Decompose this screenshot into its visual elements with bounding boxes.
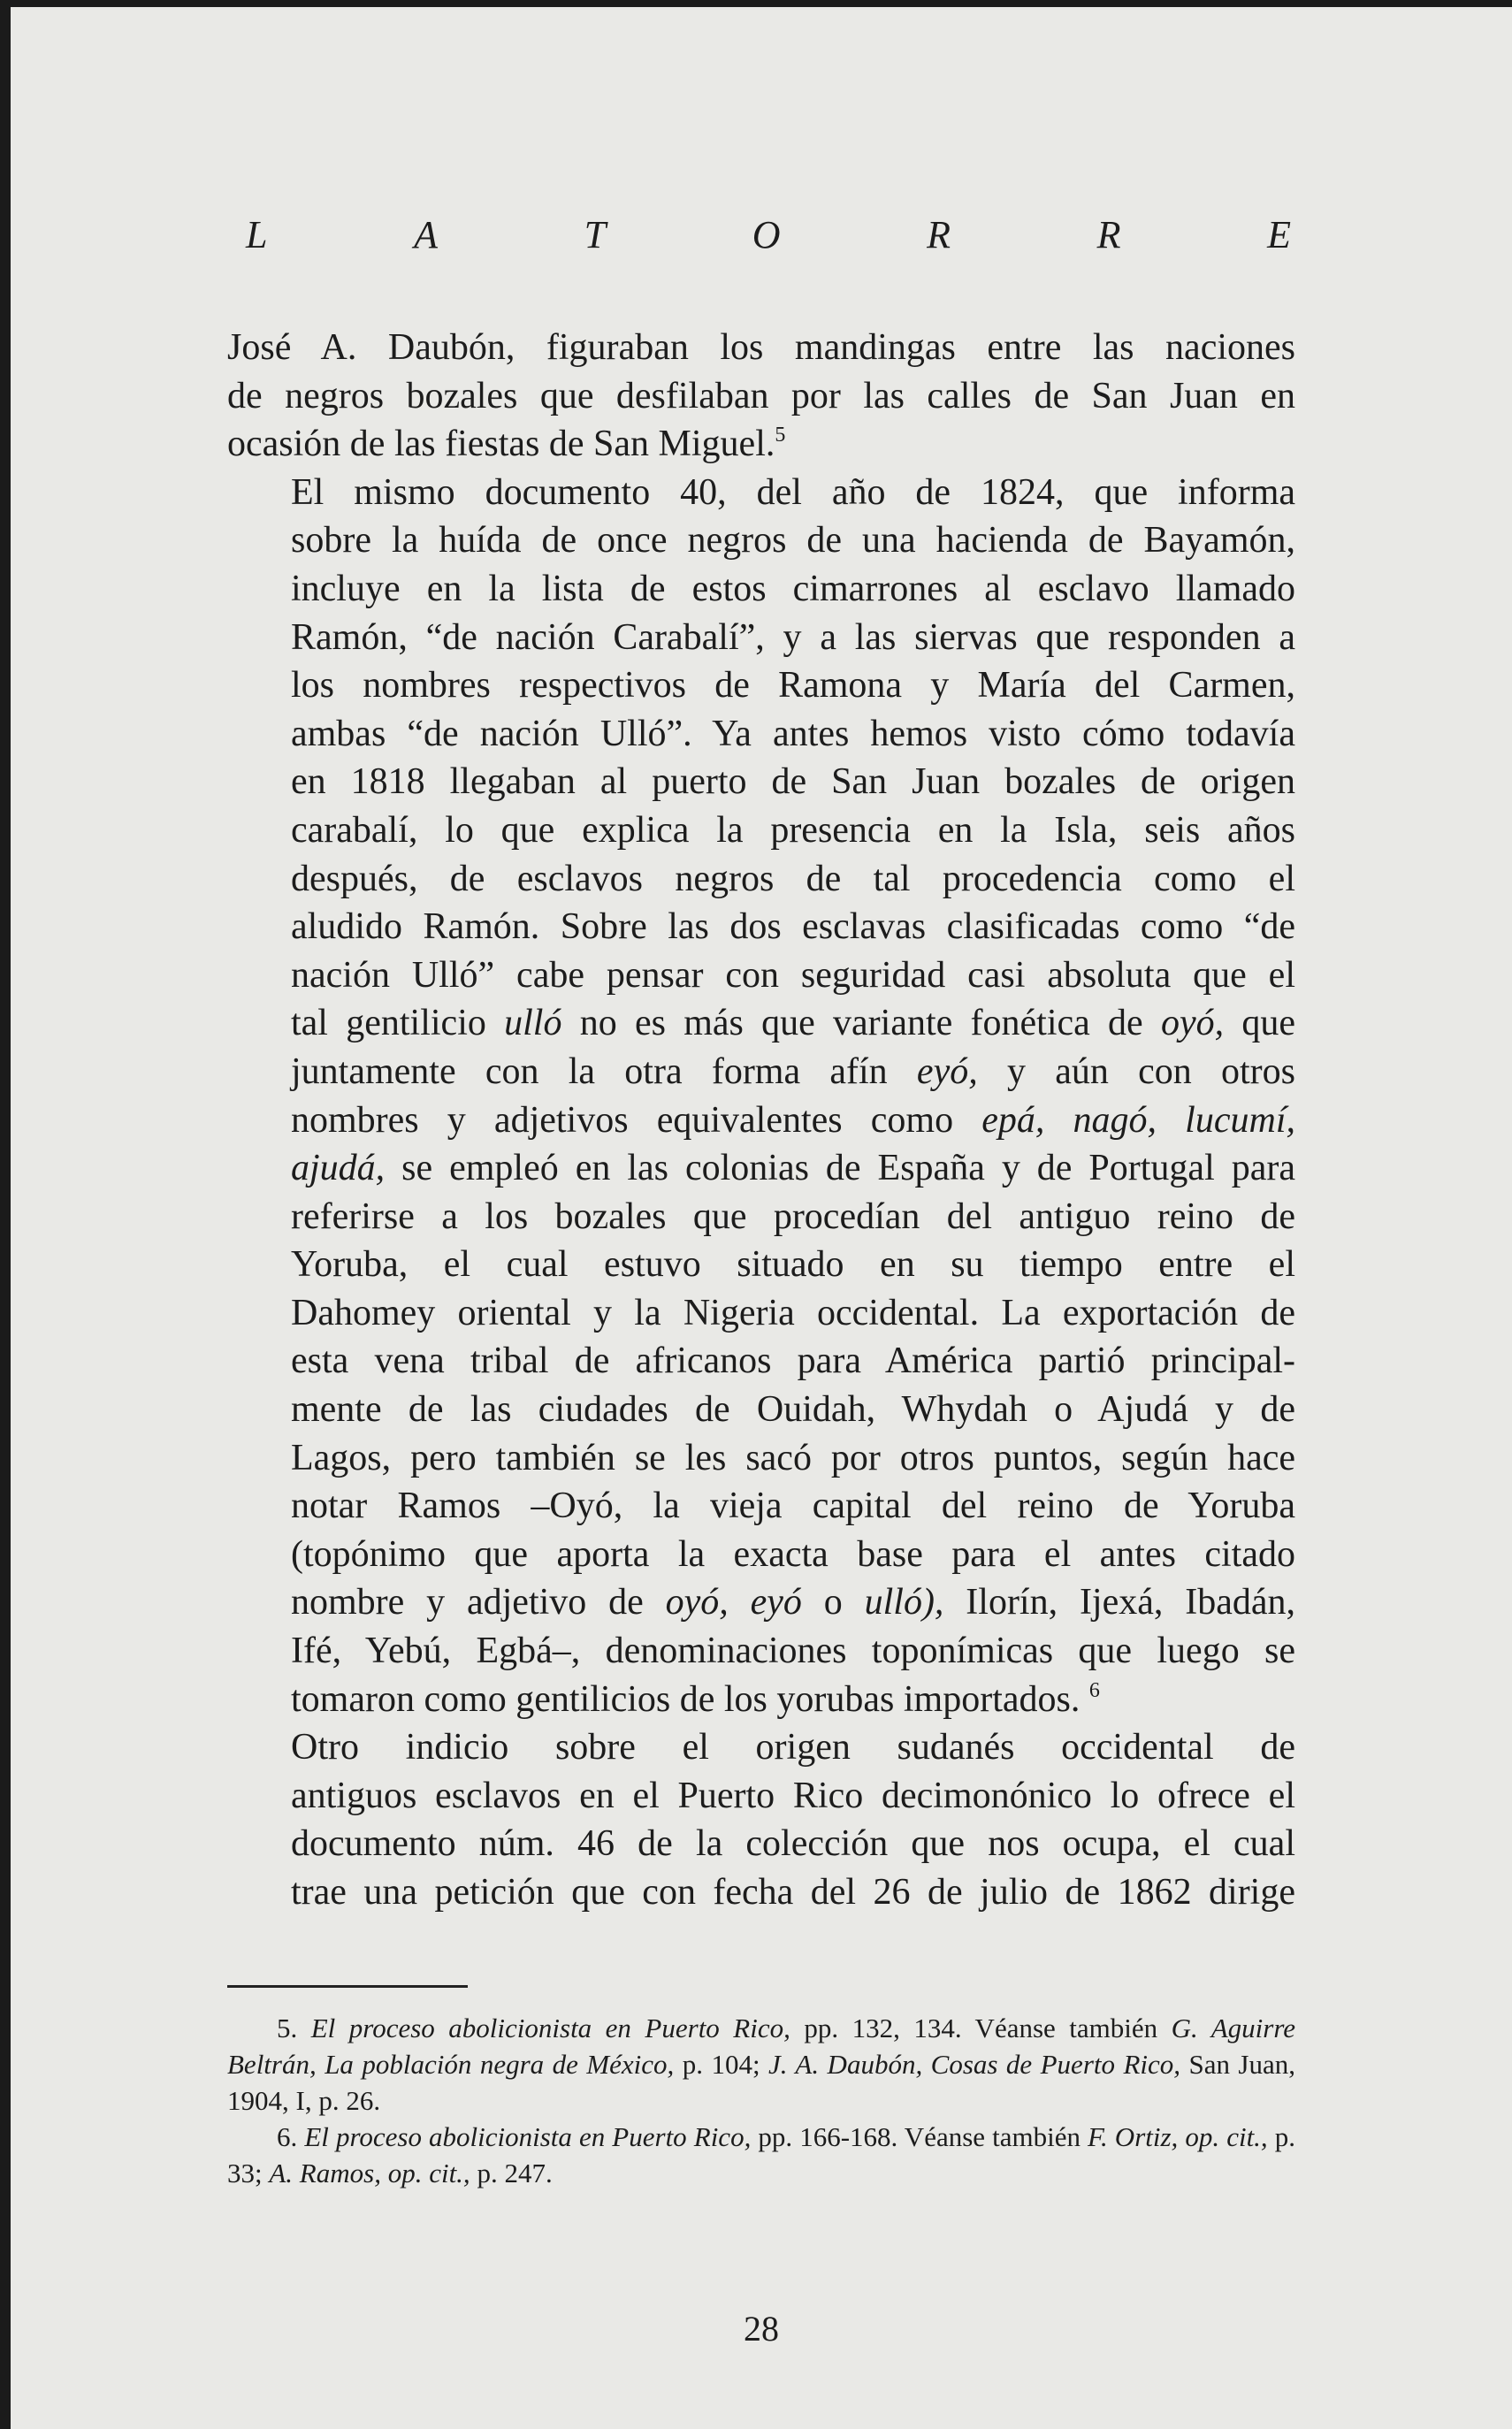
text-run: pp. 166-168. Véanse también — [751, 2121, 1088, 2152]
footnote-6 — [227, 2119, 1295, 2191]
text-run: p. 247. — [470, 2158, 553, 2188]
text-line: (topónimo que aporta la exacta base para el antes citado — [291, 1533, 1295, 1575]
text-line: antiguos esclavos en el Puerto Rico decimonónico lo ofrece el — [291, 1775, 1295, 1816]
text-line: El mismo documento 40, del año de 1824, que informa — [291, 471, 1295, 513]
text-line: referirse a los bozales que procedían del antiguo reino de — [291, 1195, 1295, 1237]
header-letter: E — [1267, 213, 1293, 256]
text-run: juntamente con la otra forma afín — [291, 1050, 917, 1092]
page-number: 28 — [744, 2309, 779, 2349]
text-run: pp. 132, 134. Véanse también — [790, 2013, 1172, 2043]
text-line — [227, 1144, 1295, 1193]
text-line: después, de esclavos negros de tal procedencia como el — [291, 858, 1295, 899]
text-line: notar Ramos –Oyó, la vieja capital del reino de Yoruba — [291, 1486, 1295, 1527]
header-letter: L — [246, 213, 270, 256]
header-letter: R — [927, 213, 952, 256]
citation-title: G. Aguirre Beltrán, La población negra de México, — [227, 2013, 1296, 2080]
text-line: trae una petición que con fecha del 26 de julio de 1862 dirige — [291, 1872, 1295, 1913]
text-line: nación Ulló” cabe pensar con seguridad casi absoluta que el — [291, 954, 1295, 996]
text-run: que — [1224, 1003, 1295, 1044]
text-line: carabalí, lo que explica la presencia en la Isla, seis años — [291, 809, 1295, 851]
text-run: nombre y adjetivo de — [291, 1582, 666, 1623]
italic-term: oyó, eyó — [665, 1582, 802, 1623]
book-page — [11, 7, 1512, 2429]
text-line: Yoruba, el cual estuvo situado en su tiempo entre el — [291, 1244, 1295, 1286]
text-line — [227, 1048, 1295, 1096]
text-line — [227, 1578, 1295, 1627]
text-run: tal gentilicio — [291, 1003, 505, 1044]
footnote-5 — [227, 2010, 1295, 2119]
citation-title: A. Ramos, op. cit., — [269, 2158, 470, 2188]
italic-term: eyó, — [916, 1050, 978, 1092]
italic-term: ulló), — [864, 1582, 944, 1623]
text-line — [227, 1096, 1295, 1145]
text-line: Lagos, pero también se les sacó por otros puntos, según hace — [291, 1437, 1295, 1478]
text-run: ocasión de las fiestas de San Miguel. — [227, 424, 775, 465]
text-line — [227, 999, 1295, 1048]
body-text — [227, 324, 1295, 1917]
text-line: ambas “de nación Ulló”. Ya antes hemos visto cómo todavía — [291, 713, 1295, 754]
header-letter: A — [414, 213, 439, 256]
text-run: Ilorín, Ijexá, Ibadán, — [943, 1582, 1295, 1623]
text-line: documento núm. 46 de la colección que nos ocupa, el cual — [291, 1823, 1295, 1865]
footnote-divider — [227, 1985, 468, 1988]
text-line: mente de las ciudades de Ouidah, Whydah o Ajudá y de — [291, 1389, 1295, 1431]
footnote-number: 6. — [277, 2121, 298, 2152]
text-line: Ramón, “de nación Carabalí”, y a las siervas que responden a — [291, 616, 1295, 658]
text-run: San Juan, 1904, I, p. 26. — [227, 2049, 1295, 2116]
header-letter: T — [584, 213, 608, 256]
text-run: y aún con otros — [977, 1050, 1295, 1092]
header-letter: O — [752, 213, 783, 256]
header-letter: R — [1096, 213, 1123, 256]
paragraph-2 — [227, 469, 1295, 1723]
text-line: de negros bozales que desfilaban por las calles de San Juan en — [227, 375, 1295, 416]
text-line: Otro indicio sobre el origen sudanés occidental de — [291, 1727, 1295, 1768]
text-line — [227, 420, 1295, 469]
text-line: esta vena tribal de africanos para América partió principal- — [291, 1341, 1295, 1382]
footnotes — [227, 2010, 1295, 2191]
text-line: en 1818 llegaban al puerto de San Juan bozales de origen — [291, 761, 1295, 803]
paragraph-3 — [227, 1723, 1295, 1916]
text-line: Dahomey oriental y la Nigeria occidental. La exportación de — [291, 1292, 1295, 1333]
text-line: José A. Daubón, figuraban los mandingas entre las naciones — [227, 327, 1295, 368]
italic-term: ulló — [504, 1003, 562, 1044]
text-run: o — [801, 1582, 865, 1623]
text-run: p. 104; — [674, 2049, 769, 2080]
text-run: no es más que variante fonética de — [561, 1003, 1161, 1044]
citation-title: El proceso abolicionista en Puerto Rico, — [310, 2013, 790, 2043]
text-line: incluye en la lista de estos cimarrones al esclavo llamado — [291, 568, 1295, 609]
text-line: aludido Ramón. Sobre las dos esclavas clasificadas como “de — [291, 906, 1295, 948]
text-line: Ifé, Yebú, Egbá–, denominaciones toponímicas que luego se — [291, 1631, 1295, 1672]
text-line: los nombres respectivos de Ramona y María del Carmen, — [291, 665, 1295, 707]
italic-term: ajudá, — [291, 1148, 386, 1189]
footnote-ref-6[interactable]: 6 — [1088, 1678, 1100, 1702]
text-run: tomaron como gentilicios de los yorubas importados. — [291, 1678, 1081, 1720]
text-line — [227, 1676, 1295, 1724]
citation-title: El proceso abolicionista en Puerto Rico, — [304, 2121, 752, 2152]
paragraph-1 — [227, 324, 1295, 469]
text-run: nombres y adjetivos equivalentes como — [291, 1099, 982, 1141]
text-run: se empleó en las colonias de España y de Portugal para — [385, 1148, 1295, 1189]
citation-title: J. A. Daubón, Cosas de Puerto Rico, — [768, 2049, 1181, 2080]
footnote-ref-5[interactable]: 5 — [775, 424, 786, 447]
running-header — [246, 212, 1293, 257]
citation-title: F. Ortiz, op. cit., — [1088, 2121, 1268, 2152]
italic-term: epá, nagó, lucumí, — [981, 1099, 1295, 1141]
text-run: p. 33; — [227, 2121, 1296, 2188]
italic-term: oyó, — [1160, 1003, 1225, 1044]
footnote-number: 5. — [277, 2013, 298, 2043]
text-line: sobre la huída de once negros de una hacienda de Bayamón, — [291, 520, 1295, 561]
